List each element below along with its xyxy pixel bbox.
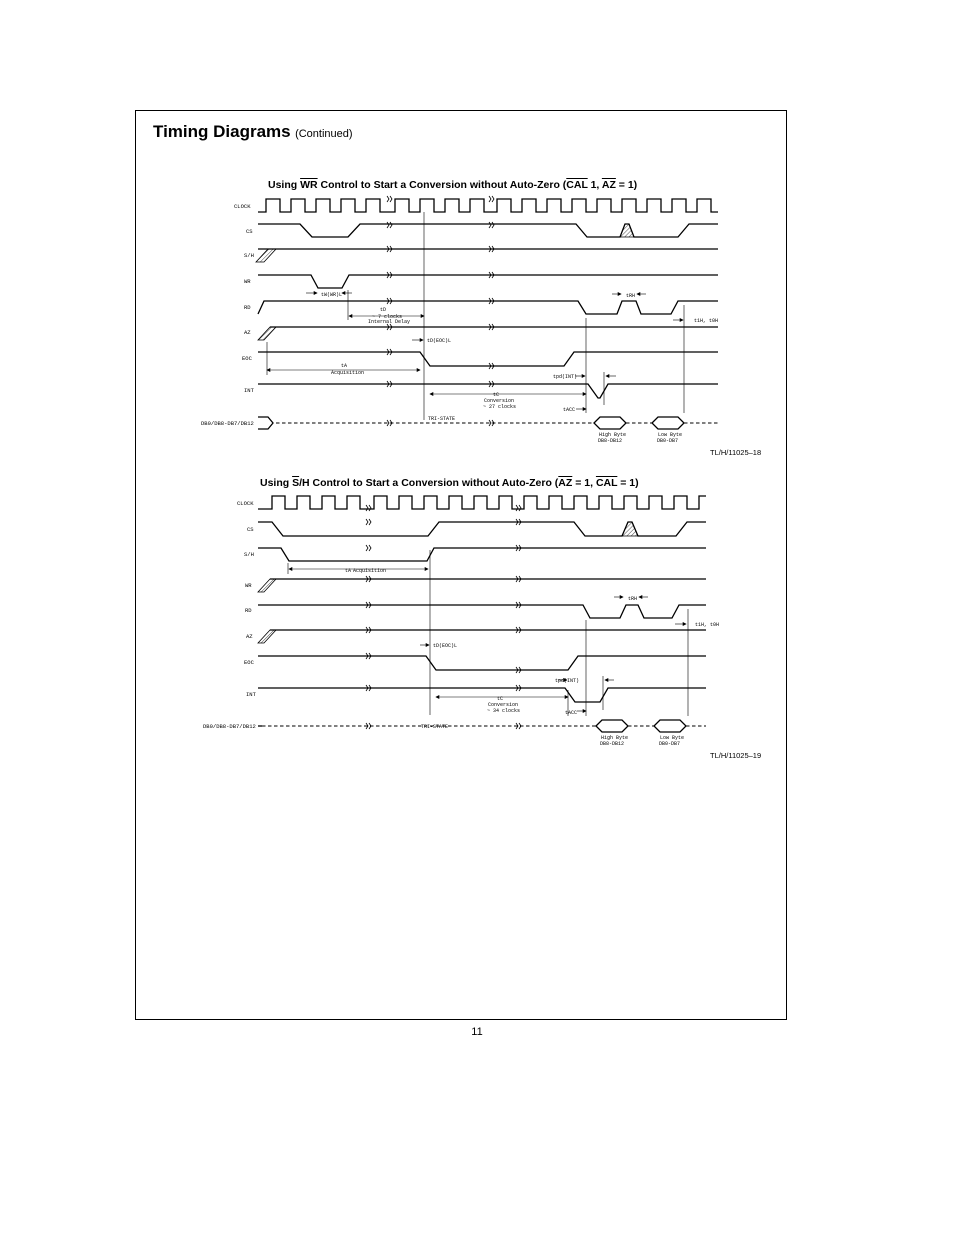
break-marks [387, 196, 494, 426]
db-high-byte [596, 720, 628, 732]
int-waveform [258, 384, 718, 398]
signal-label-cs: CS [247, 526, 254, 533]
label-tc-conv: Conversion [488, 702, 519, 708]
label-tristate: TRI-STATE [421, 724, 449, 730]
label-ta-acq: Acquisition [353, 568, 387, 574]
wr-hatch [258, 579, 276, 592]
title-overline: $\overline{AZ}$ [558, 477, 573, 489]
label-td-clocks: ~ 7 clocks [372, 314, 403, 320]
wr-waveform [258, 275, 718, 288]
rd-waveform [258, 301, 718, 314]
label-tristate: TRI-STATE [428, 416, 456, 422]
sh-waveform [258, 548, 706, 561]
title-text: Using [260, 477, 293, 489]
title-text: Control to Start a Conversion without Auto-Zero ( [317, 179, 567, 191]
signal-label-int: INT [246, 691, 256, 698]
label-tc: tC [493, 392, 500, 398]
label-high-byte: High Byte [601, 735, 629, 741]
rd-waveform [258, 605, 706, 618]
db-high-byte [594, 417, 626, 429]
eoc-waveform [258, 656, 706, 670]
int-waveform [258, 688, 706, 702]
label-high-byte: High Byte [599, 432, 627, 438]
label-td: tD [380, 307, 387, 313]
label-t1h: t1H, t0H [695, 622, 720, 628]
signal-label-db: DB0/DB8-DB7/DB12 [201, 420, 254, 427]
sh-hatch [256, 249, 276, 262]
page-number: 11 [471, 1026, 483, 1038]
reference-lines [288, 550, 688, 716]
label-tc-conv: Conversion [484, 398, 515, 404]
label-tc: tC [497, 696, 504, 702]
signal-label-cs: CS [246, 228, 253, 235]
signal-label-sh: S/H [244, 551, 254, 558]
signal-label-rd: RD [244, 304, 251, 311]
title-text: = 1) [617, 477, 639, 489]
title-overline: $\overline{CAL}$ [595, 477, 618, 489]
label-high-byte-bits: DB8-DB12 [600, 741, 625, 747]
signal-label-eoc: EOC [244, 659, 254, 666]
label-high-byte-bits: DB8-DB12 [598, 438, 623, 444]
diagram2 [203, 496, 719, 747]
label-tacc: tACC [563, 407, 576, 413]
label-tpd-int: tpd(INT) [555, 678, 580, 684]
title-overline: $\overline{CAL}$ [566, 179, 588, 191]
diagram1 [201, 196, 718, 444]
label-td-eoc: tD(EOC)L [427, 338, 452, 344]
signal-label-clock: CLOCK [234, 203, 251, 210]
signal-label-wr: WR [245, 582, 252, 589]
signal-label-db: DB0/DB8-DB7/DB12 [203, 723, 256, 730]
label-low-byte-bits: DB0-DB7 [659, 741, 681, 747]
label-tacc: tACC [565, 710, 578, 716]
signal-label-eoc: EOC [242, 355, 252, 362]
title-overline: $\overline{AZ}$ [601, 179, 616, 191]
db-low-byte [654, 720, 686, 732]
label-trh: tRH [626, 293, 636, 299]
figure-id-1: TL/H/11025–18 [710, 448, 762, 457]
cs-waveform [258, 522, 706, 536]
signal-label-rd: RD [245, 607, 252, 614]
signal-label-int: INT [244, 387, 254, 394]
label-ta-acq: Acquisition [331, 370, 365, 376]
label-td-internal: Internal Delay [368, 319, 411, 325]
title-overline: $\overline{WR}$ [300, 179, 318, 191]
title-text: Using [268, 179, 301, 191]
heading-continued: (Continued) [295, 128, 353, 140]
signal-label-az: AZ [246, 633, 253, 640]
timing-arrows [267, 292, 683, 411]
title-text: = 1, [572, 477, 596, 489]
eoc-waveform [258, 352, 718, 366]
signal-label-clock: CLOCK [237, 500, 254, 507]
title-overline: $\overline{S}$ [292, 477, 300, 489]
heading-title: Timing Diagrams [153, 122, 291, 141]
title-text: /H Control to Start a Conversion without Auto-Zero ( [299, 477, 559, 489]
clock-waveform [258, 496, 706, 509]
reference-lines [267, 212, 684, 420]
label-tc-clocks: ~ 34 clocks [487, 708, 521, 714]
az-hatch [258, 630, 276, 643]
label-td-eoc: tD(EOC)L [433, 643, 458, 649]
db-waveform-stub [258, 417, 273, 429]
db-low-byte [652, 417, 684, 429]
figure-id-2: TL/H/11025–19 [710, 751, 762, 760]
label-ta: tA [345, 568, 352, 574]
title-text: = 1) [615, 179, 638, 191]
label-t1h: t1H, t0H [694, 318, 719, 324]
label-low-byte: Low Byte [660, 735, 685, 741]
label-low-byte: Low Byte [658, 432, 683, 438]
timing-arrows [289, 568, 686, 713]
label-tw-wr: tW(WR)L [321, 292, 343, 298]
label-tpd-int: tpd(INT) [553, 374, 578, 380]
cs-waveform [258, 224, 718, 237]
label-tc-clocks: ~ 27 clocks [483, 404, 517, 410]
label-low-byte-bits: DB0-DB7 [657, 438, 679, 444]
title-text: 1, [587, 179, 602, 191]
signal-label-sh: S/H [244, 252, 254, 259]
signal-label-wr: WR [244, 278, 251, 285]
clock-waveform [258, 199, 718, 212]
az-hatch [258, 327, 276, 340]
signal-label-az: AZ [244, 329, 251, 336]
label-ta: tA [341, 363, 348, 369]
label-trh: tRH [628, 596, 638, 602]
cs-hatch [620, 224, 634, 237]
